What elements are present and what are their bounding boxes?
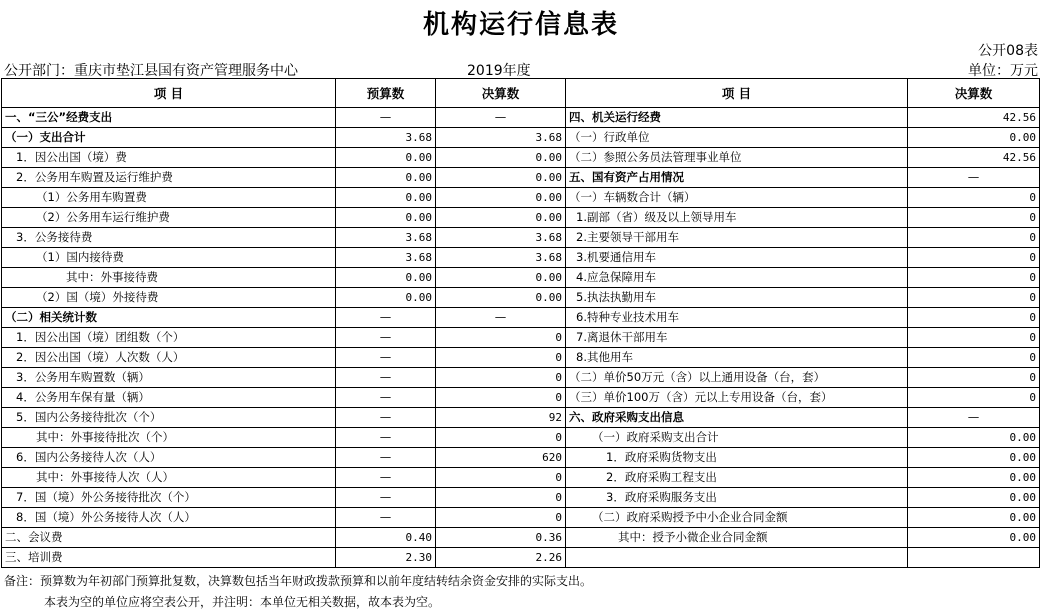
budget-cell: — bbox=[336, 328, 436, 348]
right-item-cell: 1．政府采购货物支出 bbox=[566, 448, 908, 468]
right-final-cell: 0 bbox=[908, 368, 1040, 388]
left-item-cell: 1．因公出国（境）团组数（个） bbox=[2, 328, 336, 348]
right-item-cell: （二）参照公务员法管理事业单位 bbox=[566, 148, 908, 168]
right-final-cell: 0.00 bbox=[908, 528, 1040, 548]
right-final-cell bbox=[908, 548, 1040, 568]
budget-cell: 0.00 bbox=[336, 288, 436, 308]
table-row bbox=[2, 348, 1040, 368]
table-row bbox=[2, 268, 1040, 288]
table-row bbox=[2, 288, 1040, 308]
budget-cell: — bbox=[336, 108, 436, 128]
left-item-cell: （2）国（境）外接待费 bbox=[2, 288, 336, 308]
right-final-cell: 0.00 bbox=[908, 508, 1040, 528]
left-item-cell: 其中：外事接待批次（个） bbox=[2, 428, 336, 448]
left-item-cell: 3．公务用车购置数（辆） bbox=[2, 368, 336, 388]
left-item-cell: 7．国（境）外公务接待批次（个） bbox=[2, 488, 336, 508]
table-row bbox=[2, 208, 1040, 228]
table-row bbox=[2, 148, 1040, 168]
right-item-cell: 3．政府采购服务支出 bbox=[566, 488, 908, 508]
right-item-cell: 2.主要领导干部用车 bbox=[566, 228, 908, 248]
table-row bbox=[2, 188, 1040, 208]
budget-cell: — bbox=[336, 368, 436, 388]
budget-cell: 0.00 bbox=[336, 208, 436, 228]
budget-cell: — bbox=[336, 468, 436, 488]
budget-cell: 2.30 bbox=[336, 548, 436, 568]
budget-cell: — bbox=[336, 388, 436, 408]
final-cell: 0.00 bbox=[436, 148, 566, 168]
budget-cell: — bbox=[336, 308, 436, 328]
right-item-cell: （二）政府采购授予中小企业合同金额 bbox=[566, 508, 908, 528]
table-row bbox=[2, 228, 1040, 248]
right-final-cell: 0 bbox=[908, 188, 1040, 208]
operations-info-table bbox=[1, 78, 1040, 568]
budget-cell: 3.68 bbox=[336, 128, 436, 148]
right-final-cell: 0 bbox=[908, 228, 1040, 248]
right-item-cell: 1.副部（省）级及以上领导用车 bbox=[566, 208, 908, 228]
right-item-cell: （一）行政单位 bbox=[566, 128, 908, 148]
final-cell: 0 bbox=[436, 368, 566, 388]
final-cell: 0.00 bbox=[436, 288, 566, 308]
final-cell: 0.36 bbox=[436, 528, 566, 548]
right-final-cell: 0.00 bbox=[908, 468, 1040, 488]
right-final-cell: 42.56 bbox=[908, 148, 1040, 168]
left-item-cell: 其中：外事接待费 bbox=[2, 268, 336, 288]
table-row bbox=[2, 248, 1040, 268]
budget-cell: — bbox=[336, 488, 436, 508]
budget-cell: 0.00 bbox=[336, 188, 436, 208]
table-row bbox=[2, 548, 1040, 568]
right-final-cell: 0 bbox=[908, 268, 1040, 288]
final-cell: 0.00 bbox=[436, 268, 566, 288]
table-row bbox=[2, 408, 1040, 428]
left-item-cell: 8．国（境）外公务接待人次（人） bbox=[2, 508, 336, 528]
form-number: 公开08表 bbox=[978, 43, 1038, 59]
right-item-cell: （一）政府采购支出合计 bbox=[566, 428, 908, 448]
note-line: 备注：预算数为年初部门预算批复数，决算数包括当年财政拨款预算和以前年度结转结余资金安排的实际支出。 bbox=[4, 574, 593, 588]
table-row bbox=[2, 328, 1040, 348]
right-item-cell: 4.应急保障用车 bbox=[566, 268, 908, 288]
final-cell: 0 bbox=[436, 508, 566, 528]
final-cell: 3.68 bbox=[436, 128, 566, 148]
left-item-cell: 6．国内公务接待人次（人） bbox=[2, 448, 336, 468]
right-final-cell: 0 bbox=[908, 248, 1040, 268]
table-row bbox=[2, 168, 1040, 188]
table-row bbox=[2, 528, 1040, 548]
right-final-cell: 0.00 bbox=[908, 428, 1040, 448]
left-item-cell: 其中：外事接待人次（人） bbox=[2, 468, 336, 488]
budget-cell: — bbox=[336, 448, 436, 468]
budget-cell: 0.40 bbox=[336, 528, 436, 548]
final-cell: 0 bbox=[436, 488, 566, 508]
final-cell: 0.00 bbox=[436, 188, 566, 208]
year-label: 2019年度 bbox=[467, 63, 531, 79]
final-cell: 0 bbox=[436, 468, 566, 488]
budget-cell: — bbox=[336, 348, 436, 368]
right-final-cell: — bbox=[908, 168, 1040, 188]
left-item-cell: 二、会议费 bbox=[2, 528, 336, 548]
right-item-cell: 六、政府采购支出信息 bbox=[566, 408, 908, 428]
right-item-cell bbox=[566, 548, 908, 568]
budget-cell: 0.00 bbox=[336, 268, 436, 288]
table-row bbox=[2, 308, 1040, 328]
left-item-cell: 2．因公出国（境）人次数（人） bbox=[2, 348, 336, 368]
right-item-cell: （二）单价50万元（含）以上通用设备（台，套） bbox=[566, 368, 908, 388]
page-title: 机构运行信息表 bbox=[422, 10, 619, 40]
note-line: 本表为空的单位应将空表公开，并注明：本单位无相关数据，故本表为空。 bbox=[44, 595, 441, 609]
table-row bbox=[2, 488, 1040, 508]
department-label: 公开部门：重庆市垫江县国有资产管理服务中心 bbox=[4, 63, 298, 79]
header-left-item: 项 目 bbox=[2, 79, 336, 108]
right-item-cell: 5.执法执勤用车 bbox=[566, 288, 908, 308]
budget-cell: 0.00 bbox=[336, 168, 436, 188]
final-cell: 0 bbox=[436, 348, 566, 368]
left-item-cell: 4．公务用车保有量（辆） bbox=[2, 388, 336, 408]
right-item-cell: 8.其他用车 bbox=[566, 348, 908, 368]
budget-cell: — bbox=[336, 428, 436, 448]
header-right-final: 决算数 bbox=[908, 79, 1040, 108]
left-item-cell: （1）公务用车购置费 bbox=[2, 188, 336, 208]
table-header-row bbox=[2, 79, 1040, 108]
left-item-cell: 3．公务接待费 bbox=[2, 228, 336, 248]
right-item-cell: 7.离退休干部用车 bbox=[566, 328, 908, 348]
table-row bbox=[2, 108, 1040, 128]
unit-label: 单位：万元 bbox=[968, 63, 1038, 79]
final-cell: 0 bbox=[436, 388, 566, 408]
left-item-cell: （1）国内接待费 bbox=[2, 248, 336, 268]
table-row bbox=[2, 368, 1040, 388]
final-cell: 3.68 bbox=[436, 228, 566, 248]
budget-cell: 0.00 bbox=[336, 148, 436, 168]
final-cell: 620 bbox=[436, 448, 566, 468]
final-cell: 0 bbox=[436, 428, 566, 448]
right-item-cell: 3.机要通信用车 bbox=[566, 248, 908, 268]
right-final-cell: 0.00 bbox=[908, 488, 1040, 508]
right-final-cell: — bbox=[908, 408, 1040, 428]
left-item-cell: 三、培训费 bbox=[2, 548, 336, 568]
right-item-cell: 四、机关运行经费 bbox=[566, 108, 908, 128]
budget-cell: 3.68 bbox=[336, 228, 436, 248]
right-final-cell: 0 bbox=[908, 348, 1040, 368]
table-row bbox=[2, 508, 1040, 528]
right-final-cell: 0 bbox=[908, 328, 1040, 348]
notes bbox=[4, 571, 592, 613]
budget-cell: 3.68 bbox=[336, 248, 436, 268]
header-right-item: 项 目 bbox=[566, 79, 908, 108]
right-final-cell: 0.00 bbox=[908, 448, 1040, 468]
final-cell: 3.68 bbox=[436, 248, 566, 268]
final-cell: 0.00 bbox=[436, 168, 566, 188]
table-row bbox=[2, 388, 1040, 408]
header-budget: 预算数 bbox=[336, 79, 436, 108]
budget-cell: — bbox=[336, 508, 436, 528]
header-final: 决算数 bbox=[436, 79, 566, 108]
right-final-cell: 0 bbox=[908, 308, 1040, 328]
left-item-cell: 一、“三公”经费支出 bbox=[2, 108, 336, 128]
right-item-cell: 6.特种专业技术用车 bbox=[566, 308, 908, 328]
right-final-cell: 0 bbox=[908, 288, 1040, 308]
table-row bbox=[2, 128, 1040, 148]
final-cell: — bbox=[436, 308, 566, 328]
right-item-cell: 2．政府采购工程支出 bbox=[566, 468, 908, 488]
table-row bbox=[2, 428, 1040, 448]
right-item-cell: 五、国有资产占用情况 bbox=[566, 168, 908, 188]
right-final-cell: 0.00 bbox=[908, 128, 1040, 148]
left-item-cell: （2）公务用车运行维护费 bbox=[2, 208, 336, 228]
left-item-cell: 5．国内公务接待批次（个） bbox=[2, 408, 336, 428]
table-row bbox=[2, 448, 1040, 468]
left-item-cell: （一）支出合计 bbox=[2, 128, 336, 148]
right-final-cell: 0 bbox=[908, 388, 1040, 408]
table-row bbox=[2, 468, 1040, 488]
left-item-cell: 1．因公出国（境）费 bbox=[2, 148, 336, 168]
right-item-cell: （三）单价100万（含）元以上专用设备（台，套） bbox=[566, 388, 908, 408]
right-item-cell: 其中：授予小微企业合同金额 bbox=[566, 528, 908, 548]
left-item-cell: 2．公务用车购置及运行维护费 bbox=[2, 168, 336, 188]
right-final-cell: 0 bbox=[908, 208, 1040, 228]
budget-cell: — bbox=[336, 408, 436, 428]
right-final-cell: 42.56 bbox=[908, 108, 1040, 128]
left-item-cell: （二）相关统计数 bbox=[2, 308, 336, 328]
final-cell: 2.26 bbox=[436, 548, 566, 568]
final-cell: 92 bbox=[436, 408, 566, 428]
right-item-cell: （一）车辆数合计（辆） bbox=[566, 188, 908, 208]
final-cell: — bbox=[436, 108, 566, 128]
final-cell: 0.00 bbox=[436, 208, 566, 228]
final-cell: 0 bbox=[436, 328, 566, 348]
